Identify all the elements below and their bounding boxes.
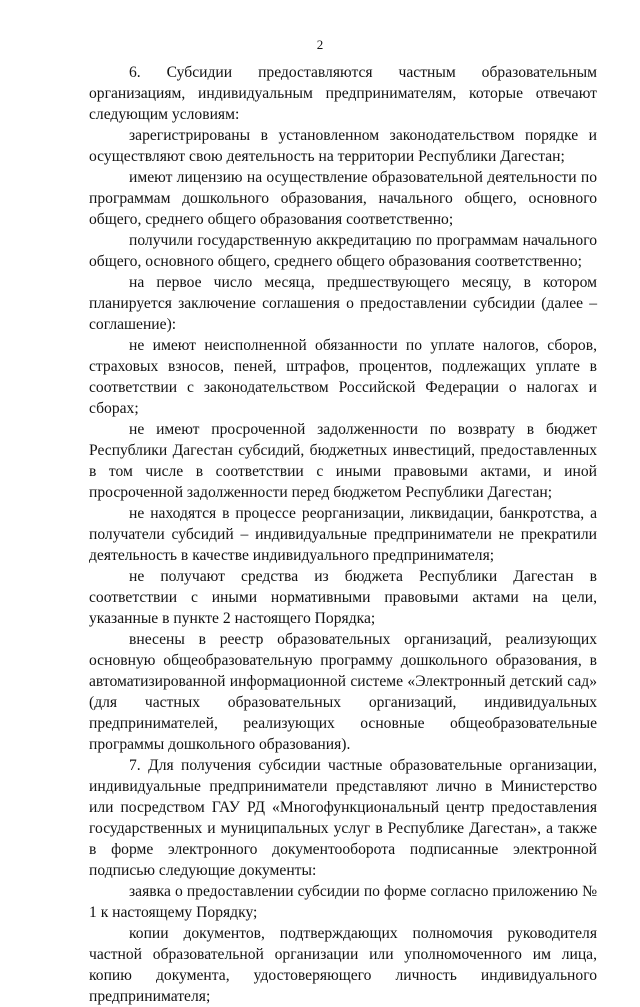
document-body bbox=[89, 62, 597, 1007]
paragraph-registry: внесены в реестр образовательных организаций, реализующих основную общеобразовательную программу дошкольного образования, в автоматизированной информационной системе «Электронный детский сад» (для частных образовательных организаций, индивидуальных предпринимателей, реализующих основные общеобразовательные программы дошкольного образования). bbox=[89, 631, 597, 753]
paragraph-first-day: на первое число месяца, предшествующего месяцу, в котором планируется заключение соглашения о предоставлении субсидии (далее – соглашение): bbox=[89, 274, 597, 333]
paragraph-accreditation: получили государственную аккредитацию по программам начального общего, основного общего, среднего общего образования соответственно; bbox=[89, 232, 597, 270]
paragraph-no-other-funds: не получают средства из бюджета Республики Дагестан в соответствии с иными нормативными правовыми актами на цели, указанные в пункте 2 настоящего Порядка; bbox=[89, 568, 597, 627]
paragraph-clause-6: 6. Субсидии предоставляются частным образовательным организациям, индивидуальным предпринимателям, которые отвечают следующим условиям: bbox=[89, 64, 597, 123]
paragraph-clause-7: 7. Для получения субсидии частные образовательные организации, индивидуальные предприниматели представляют лично в Министерство или посредством ГАУ РД «Многофункциональный центр предоставления государственных и муниципальных услуг в Республике Дагестан», а также в форме электронного документооборота подписанные электронной подписью следующие документы: bbox=[89, 757, 597, 879]
paragraph-application: заявка о предоставлении субсидии по форме согласно приложению № 1 к настоящему Порядку; bbox=[89, 883, 597, 921]
paragraph-no-overdue-debt: не имеют просроченной задолженности по возврату в бюджет Республики Дагестан субсидий, бюджетных инвестиций, предоставленных в том числе в соответствии с иными правовыми актами, и иной просроченной задолженности перед бюджетом Республики Дагестан; bbox=[89, 421, 597, 501]
page-number: 2 bbox=[316, 37, 324, 52]
paragraph-no-reorganization: не находятся в процессе реорганизации, ликвидации, банкротства, а получатели субсидий – индивидуальные предприниматели не прекратили деятельность в качестве индивидуального предпринимателя; bbox=[89, 505, 597, 564]
paragraph-license: имеют лицензию на осуществление образовательной деятельности по программам дошкольного образования, начального общего, основного общего, среднего общего образования соответственно; bbox=[89, 169, 597, 228]
paragraph-no-tax-debt: не имеют неисполненной обязанности по уплате налогов, сборов, страховых взносов, пеней, штрафов, процентов, подлежащих уплате в соответствии с законодательством Российской Федерации о налогах и сборах; bbox=[89, 337, 597, 417]
paragraph-registered: зарегистрированы в установленном законодательством порядке и осуществляют свою деятельность на территории Республики Дагестан; bbox=[89, 127, 597, 165]
paragraph-copies: копии документов, подтверждающих полномочия руководителя частной образовательной организации или уполномоченного им лица, копию документа, удостоверяющего личность индивидуального предпринимателя; bbox=[89, 925, 597, 1005]
